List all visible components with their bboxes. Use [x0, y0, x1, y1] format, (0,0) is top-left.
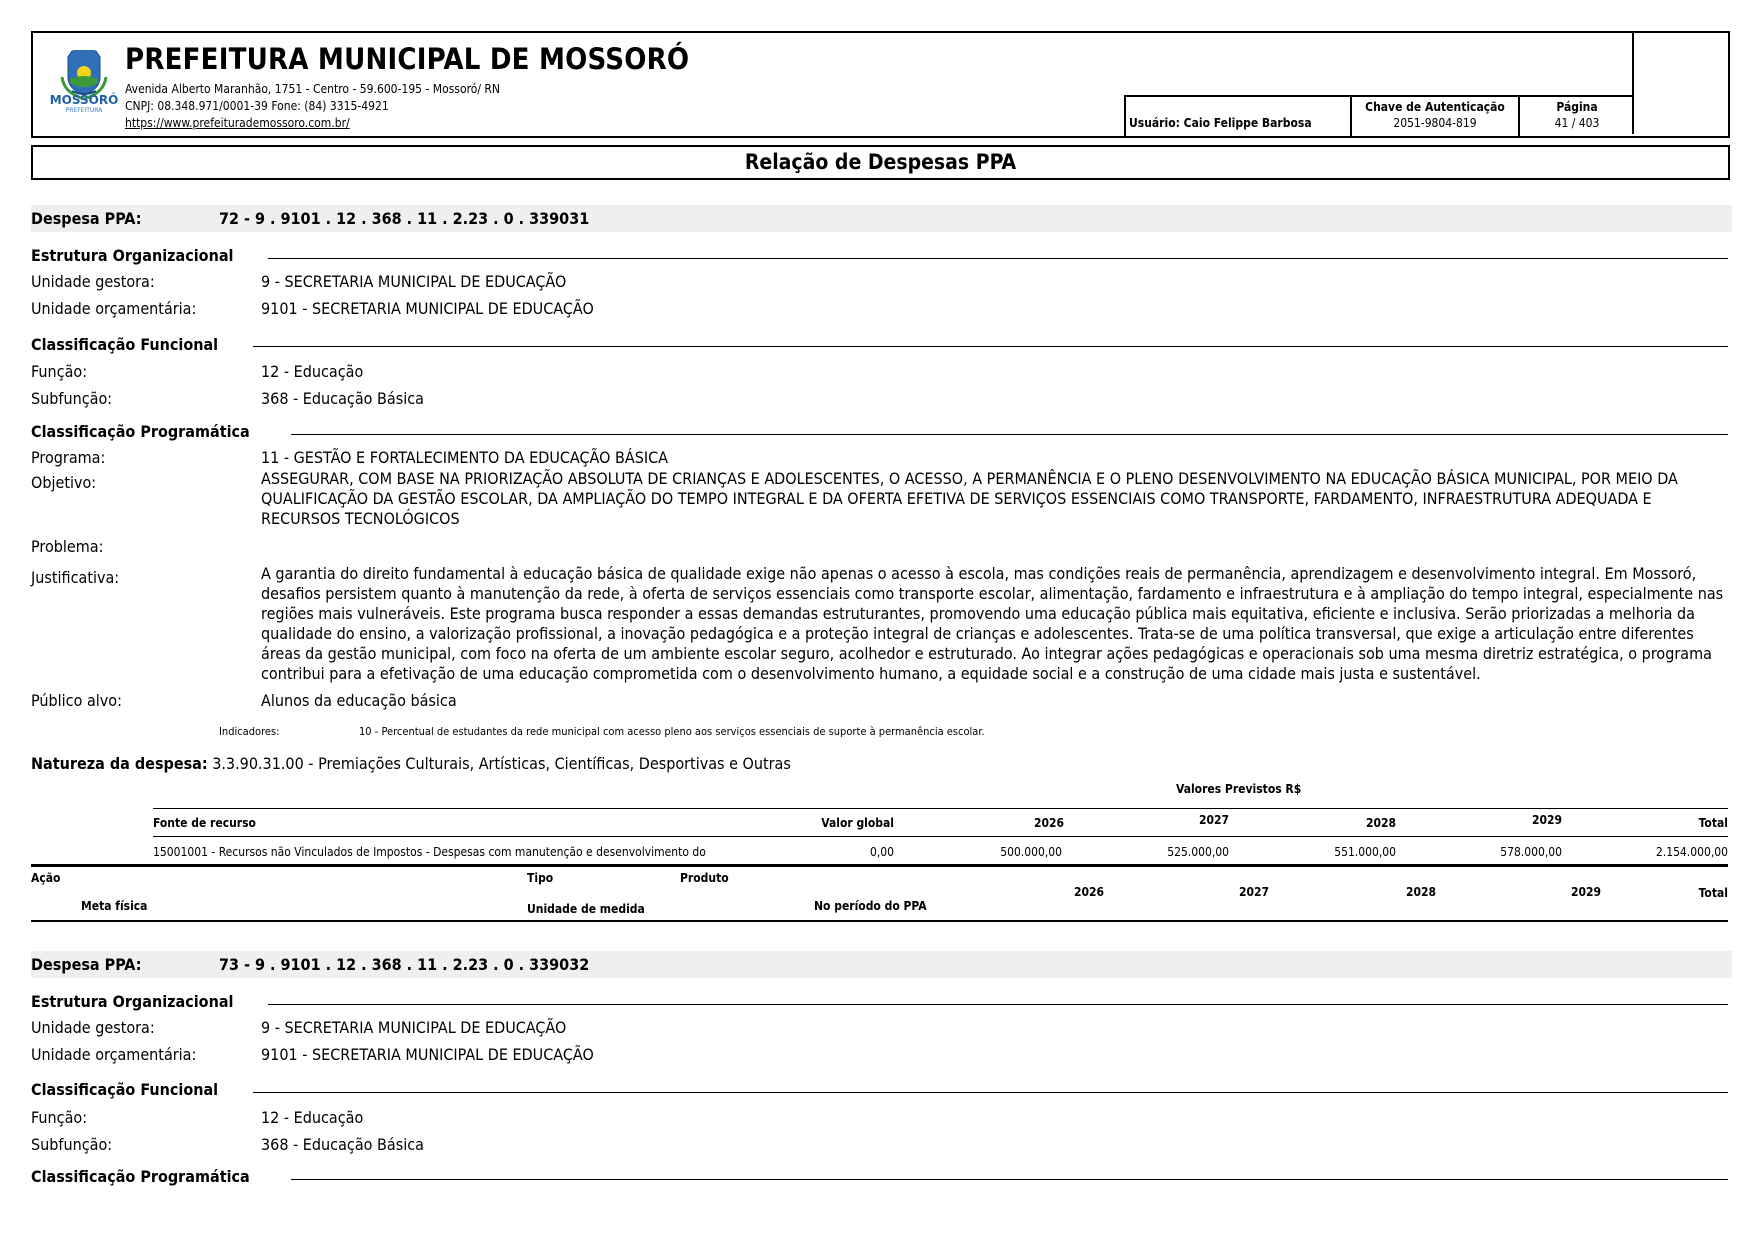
- col-unidade-medida: Unidade de medida: [527, 902, 645, 916]
- col-2029: 2029: [1531, 813, 1562, 827]
- divider: [153, 836, 1728, 837]
- col-meta-fisica: Meta física: [81, 899, 148, 913]
- col-produto: Produto: [680, 871, 729, 885]
- mossoro-logo: [50, 47, 118, 119]
- despesa-bar: [31, 205, 1732, 232]
- page-cell: [1518, 95, 1634, 136]
- label-natureza: Natureza da despesa:: [31, 754, 208, 773]
- logo-subtext: PREFEITURA: [65, 107, 103, 114]
- value-subfuncao: 368 - Educação Básica: [261, 389, 424, 408]
- col-acao-2028: 2028: [1405, 885, 1436, 899]
- label-unidade-orcamentaria: Unidade orçamentária:: [31, 299, 197, 318]
- despesa-bar: [31, 951, 1732, 978]
- value-unidade-orcamentaria: 9101 - SECRETARIA MUNICIPAL DE EDUCAÇÃO: [261, 299, 594, 318]
- label-justificativa: Justificativa:: [31, 568, 120, 587]
- col-acao-2026: 2026: [1073, 885, 1104, 899]
- col-acao: Ação: [31, 871, 61, 885]
- value-unidade-orcamentaria: 9101 - SECRETARIA MUNICIPAL DE EDUCAÇÃO: [261, 1045, 594, 1064]
- cell-2026: 500.000,00: [1000, 845, 1062, 859]
- col-acao-total: Total: [1698, 886, 1728, 900]
- cell-valor-global: 0,00: [869, 845, 894, 859]
- section-class-funcional: Classificação Funcional: [31, 335, 219, 354]
- col-tipo: Tipo: [527, 871, 554, 885]
- value-indicador: 10 - Percentual de estudantes da rede municipal com acesso pleno aos serviços essenciais de suporte à permanência escolar.: [359, 725, 985, 738]
- col-acao-2027: 2027: [1238, 885, 1269, 899]
- divider: [153, 808, 1728, 809]
- col-periodo: No período do PPA: [814, 899, 927, 913]
- value-programa: 11 - GESTÃO E FORTALECIMENTO DA EDUCAÇÃO BÁSICA: [261, 448, 668, 467]
- label-unidade-gestora: Unidade gestora:: [31, 1018, 155, 1037]
- col-acao-2029: 2029: [1570, 885, 1601, 899]
- page-label: Página: [1556, 100, 1598, 114]
- org-title: PREFEITURA MUNICIPAL DE MOSSORÓ: [125, 42, 690, 76]
- header-blank-cell: [1632, 31, 1728, 134]
- label-objetivo: Objetivo:: [31, 473, 97, 492]
- cell-fonte: 15001001 - Recursos não Vinculados de Impostos - Despesas com manutenção e desenvolvimento do: [153, 845, 706, 859]
- divider: [253, 1092, 1728, 1093]
- value-unidade-gestora: 9 - SECRETARIA MUNICIPAL DE EDUCAÇÃO: [261, 1018, 567, 1037]
- value-funcao: 12 - Educação: [261, 1108, 364, 1127]
- value-unidade-gestora: 9 - SECRETARIA MUNICIPAL DE EDUCAÇÃO: [261, 272, 567, 291]
- value-subfuncao: 368 - Educação Básica: [261, 1135, 424, 1154]
- user-cell: [1124, 95, 1350, 136]
- auth-key-label: Chave de Autenticação: [1365, 100, 1505, 114]
- value-natureza: 3.3.90.31.00 - Premiações Culturais, Artísticas, Científicas, Desportivas e Outras: [212, 754, 791, 773]
- cell-2027: 525.000,00: [1167, 845, 1229, 859]
- auth-key-value: 2051-9804-819: [1393, 116, 1477, 130]
- section-estrutura: Estrutura Organizacional: [31, 992, 234, 1011]
- divider: [291, 434, 1728, 435]
- logo-text: MOSSORÓ: [49, 93, 119, 107]
- label-problema: Problema:: [31, 537, 104, 556]
- org-website-link[interactable]: https://www.prefeiturademossoro.com.br/: [125, 116, 350, 130]
- section-class-programatica: Classificação Programática: [31, 422, 250, 441]
- divider: [253, 346, 1728, 347]
- org-address: Avenida Alberto Maranhão, 1751 - Centro - 59.600-195 - Mossoró/ RN: [125, 82, 500, 96]
- cell-2028: 551.000,00: [1334, 845, 1396, 859]
- col-fonte: Fonte de recurso: [153, 816, 256, 830]
- value-funcao: 12 - Educação: [261, 362, 364, 381]
- despesa-code: 72 - 9 . 9101 . 12 . 368 . 11 . 2.23 . 0 . 339031: [219, 209, 590, 228]
- col-total: Total: [1698, 816, 1728, 830]
- value-justificativa: A garantia do direito fundamental à educação básica de qualidade exige não apenas o acesso à escola, mas condições reais de permanência, aprendizagem e desenvolvimento integral. Em Mossoró, desafios persistem quanto à manutenção da rede, à oferta de serviços essenciais como transporte escolar, alimentação, fardamento e infraestrutura e à ampliação do tempo integral, especialmente nas regiões mais vulneráveis. Este programa busca responder a essas demandas estruturantes, promovendo uma educação pública mais equitativa, eficiente e inclusiva. Serão priorizadas a melhoria da qualidade do ensino, a valorização profissional, a inovação pedagógica e a proteção integral de crianças e adolescentes. Trata-se de uma política transversal, que exige a articulação entre diferentes áreas da gestão municipal, com foco na oferta de um ambiente escolar seguro, acolhedor e estruturado. Ao integrar ações pedagógicas e operacionais sob uma mesma diretriz estratégica, o programa contribui para a efetivação de uma educação comprometida com o desenvolvimento humano, a equidade social e a construção de uma cidade mais justa e sustentável.: [261, 564, 1724, 683]
- label-subfuncao: Subfunção:: [31, 389, 113, 408]
- despesa-code: 73 - 9 . 9101 . 12 . 368 . 11 . 2.23 . 0 . 339032: [219, 955, 590, 974]
- cell-2029: 578.000,00: [1500, 845, 1562, 859]
- value-publico-alvo: Alunos da educação básica: [261, 691, 457, 710]
- section-class-programatica: Classificação Programática: [31, 1167, 250, 1186]
- divider: [31, 920, 1728, 922]
- divider: [268, 258, 1728, 259]
- divider: [31, 864, 1728, 867]
- label-programa: Programa:: [31, 448, 106, 467]
- label-publico-alvo: Público alvo:: [31, 691, 122, 710]
- page-number: 41 / 403: [1554, 116, 1600, 130]
- col-2028: 2028: [1365, 816, 1396, 830]
- cell-total: 2.154.000,00: [1655, 845, 1728, 859]
- label-indicadores: Indicadores:: [219, 725, 280, 738]
- label-funcao: Função:: [31, 1108, 88, 1127]
- label-unidade-orcamentaria: Unidade orçamentária:: [31, 1045, 197, 1064]
- auth-key-cell: [1350, 95, 1518, 136]
- value-objetivo: ASSEGURAR, COM BASE NA PRIORIZAÇÃO ABSOLUTA DE CRIANÇAS E ADOLESCENTES, O ACESSO, A PERMANÊNCIA E O PLENO DESENVOLVIMENTO NA EDUCAÇÃO BÁSICA MUNICIPAL, POR MEIO DA QUALIFICAÇÃO DA GESTÃO ESCOLAR, DA AMPLIAÇÃO DO TEMPO INTEGRAL E DA OFERTA EFETIVA DE SERVIÇOS ESSENCIAIS COMO TRANSPORTE, FARDAMENTO, INFRAESTRUTURA ADEQUADA E RECURSOS TECNOLÓGICOS: [261, 469, 1678, 528]
- label-subfuncao: Subfunção:: [31, 1135, 113, 1154]
- divider: [291, 1179, 1728, 1180]
- valores-title: Valores Previstos R$: [1176, 782, 1302, 796]
- label-unidade-gestora: Unidade gestora:: [31, 272, 155, 291]
- col-2026: 2026: [1033, 816, 1064, 830]
- section-class-funcional: Classificação Funcional: [31, 1080, 219, 1099]
- col-valor-global: Valor global: [821, 816, 894, 830]
- report-title-box: [31, 145, 1730, 180]
- report-title: Relação de Despesas PPA: [744, 150, 1017, 174]
- user-name: Usuário: Caio Felippe Barbosa: [1129, 116, 1312, 130]
- section-estrutura: Estrutura Organizacional: [31, 246, 234, 265]
- despesa-label: Despesa PPA:: [31, 209, 142, 228]
- col-2027: 2027: [1198, 813, 1229, 827]
- despesa-label: Despesa PPA:: [31, 955, 142, 974]
- divider: [268, 1004, 1728, 1005]
- label-funcao: Função:: [31, 362, 88, 381]
- natureza-row: [31, 754, 791, 773]
- org-cnpj-phone: CNPJ: 08.348.971/0001-39 Fone: (84) 3315-4921: [125, 99, 389, 113]
